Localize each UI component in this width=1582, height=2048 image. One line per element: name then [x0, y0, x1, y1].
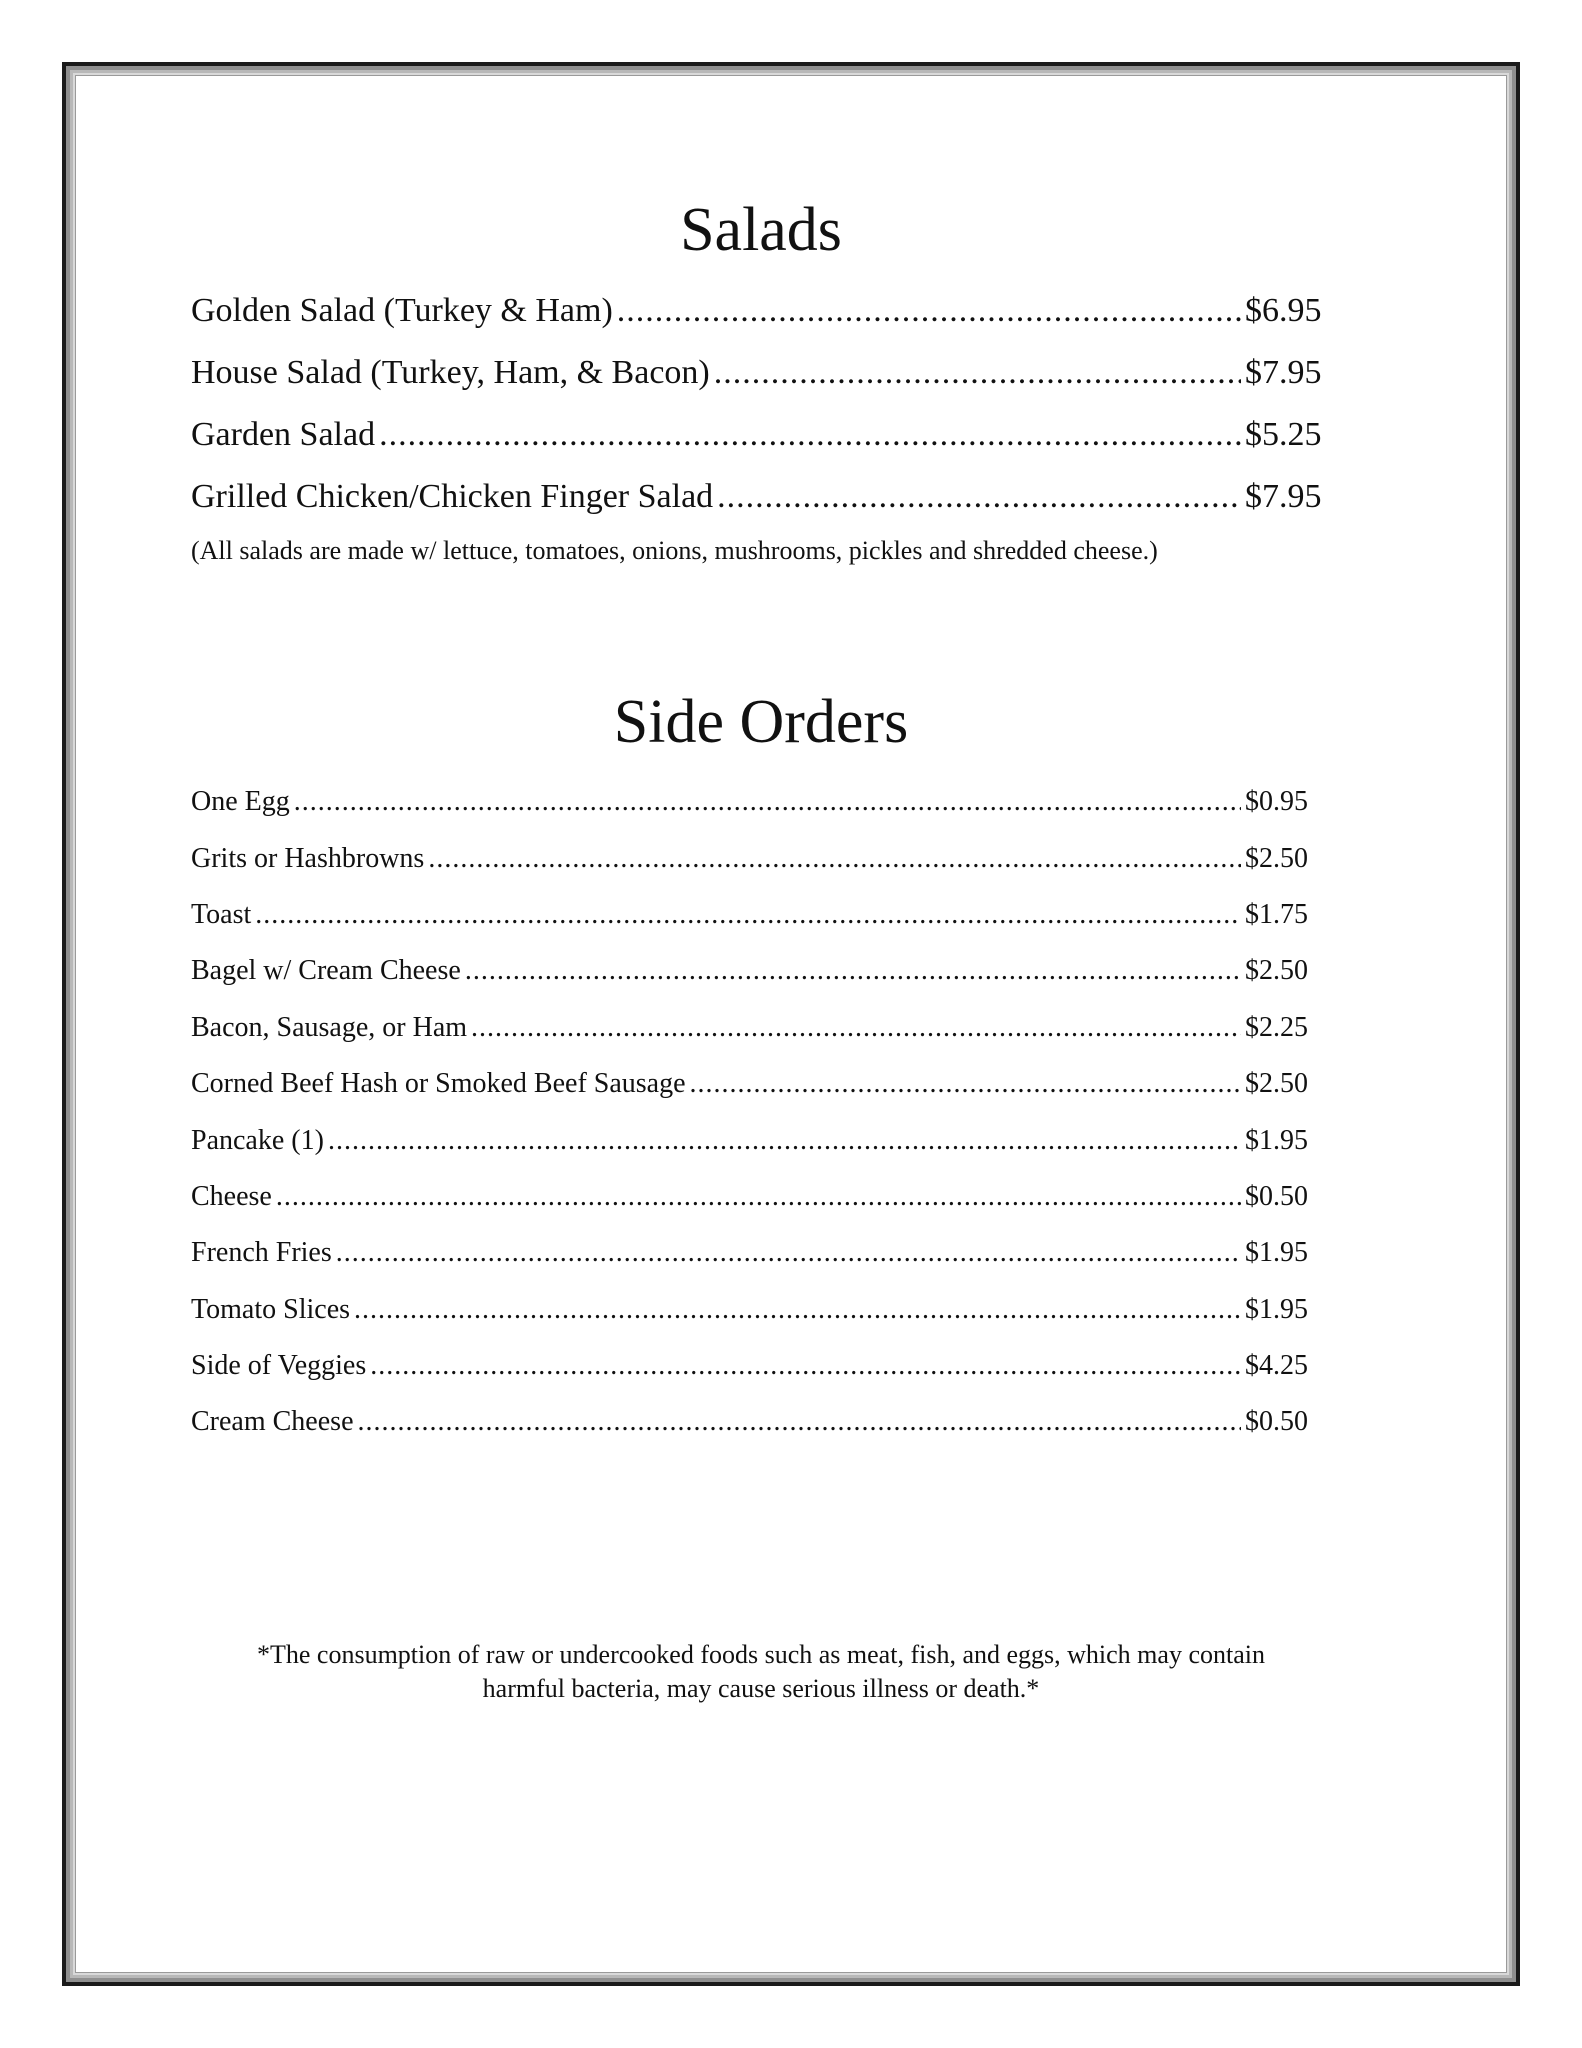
salads-list: [191, 280, 1331, 528]
side-item: [191, 1394, 1317, 1450]
salad-item: [191, 280, 1331, 342]
dot-leader: [617, 280, 1241, 342]
salad-item: [191, 466, 1331, 528]
side-item-name: One Egg: [191, 786, 290, 818]
page-border-mid: [70, 70, 1512, 1978]
dot-leader: [717, 466, 1241, 528]
side-item: [191, 1338, 1317, 1394]
salad-item-name: House Salad (Turkey, Ham, & Bacon): [191, 354, 710, 392]
side-item-price: $1.95: [1245, 1124, 1308, 1156]
salads-section: [191, 196, 1331, 568]
side-item: [191, 1169, 1317, 1225]
salad-item: [191, 404, 1331, 466]
side-item-price: $0.95: [1245, 786, 1308, 818]
side-item-price: $2.25: [1245, 1011, 1308, 1043]
side-item: [191, 1056, 1317, 1112]
dot-leader: [379, 404, 1241, 466]
menu-page: [75, 75, 1507, 1973]
side-item-price: $4.25: [1245, 1350, 1308, 1382]
side-item-price: $0.50: [1245, 1180, 1308, 1212]
salad-item-price: $6.95: [1245, 292, 1322, 330]
salad-item-price: $7.95: [1245, 354, 1322, 392]
dot-leader: [328, 1113, 1241, 1169]
food-safety-disclaimer: [191, 1638, 1331, 1706]
dot-leader: [465, 943, 1241, 999]
side-item-price: $1.95: [1245, 1237, 1308, 1269]
side-item-name: Toast: [191, 898, 252, 930]
salad-item-name: Garden Salad: [191, 416, 376, 454]
salad-item-name: Golden Salad (Turkey & Ham): [191, 292, 613, 330]
side-item-price: $2.50: [1245, 842, 1308, 874]
side-item-name: Bacon, Sausage, or Ham: [191, 1011, 468, 1043]
salads-note: (All salads are made w/ lettuce, tomatoes, onions, mushrooms, pickles and shredded cheese.): [191, 536, 1158, 566]
side-item: [191, 831, 1317, 887]
side-item-name: Side of Veggies: [191, 1350, 367, 1382]
side-item-price: $0.50: [1245, 1406, 1308, 1438]
dot-leader: [471, 1000, 1241, 1056]
side-item-name: Grits or Hashbrowns: [191, 842, 425, 874]
salad-item-price: $5.25: [1245, 416, 1322, 454]
side-item-name: Tomato Slices: [191, 1293, 351, 1325]
side-orders-section: [191, 688, 1331, 1451]
side-item: [191, 1113, 1317, 1169]
side-item-name: French Fries: [191, 1237, 332, 1269]
dot-leader: [428, 831, 1241, 887]
side-item-price: $2.50: [1245, 955, 1308, 987]
dot-leader: [276, 1169, 1241, 1225]
side-orders-list: [191, 774, 1317, 1451]
page-border: [62, 62, 1520, 1986]
dot-leader: [358, 1394, 1242, 1450]
side-item: [191, 774, 1317, 830]
side-item: [191, 1282, 1317, 1338]
side-orders-title: Side Orders: [613, 687, 909, 756]
side-item-price: $1.75: [1245, 898, 1308, 930]
dot-leader: [354, 1282, 1241, 1338]
dot-leader: [714, 342, 1241, 404]
salads-title: Salads: [680, 196, 842, 264]
dot-leader: [255, 887, 1241, 943]
disclaimer-line-1: *The consumption of raw or undercooked foods such as meat, fish, and eggs, which may contain: [257, 1640, 1265, 1669]
dot-leader: [690, 1056, 1241, 1112]
side-item: [191, 887, 1317, 943]
side-item-name: Bagel w/ Cream Cheese: [191, 955, 461, 987]
salad-item-price: $7.95: [1245, 478, 1322, 516]
side-item-price: $2.50: [1245, 1068, 1308, 1100]
disclaimer-line-2: harmful bacteria, may cause serious illness or death.*: [482, 1673, 1040, 1703]
side-item-price: $1.95: [1245, 1293, 1308, 1325]
salad-item: [191, 342, 1331, 404]
side-item-name: Pancake (1): [191, 1124, 324, 1156]
dot-leader: [370, 1338, 1241, 1394]
side-item: [191, 1225, 1317, 1281]
side-item: [191, 1000, 1317, 1056]
side-item-name: Corned Beef Hash or Smoked Beef Sausage: [191, 1068, 686, 1100]
menu-content: [191, 196, 1331, 1703]
page-border-inner: [73, 73, 1509, 1975]
dot-leader: [294, 774, 1241, 830]
dot-leader: [336, 1225, 1241, 1281]
side-item-name: Cream Cheese: [191, 1406, 354, 1438]
salad-item-name: Grilled Chicken/Chicken Finger Salad: [191, 478, 714, 516]
side-item-name: Cheese: [191, 1180, 272, 1212]
side-item: [191, 943, 1317, 999]
